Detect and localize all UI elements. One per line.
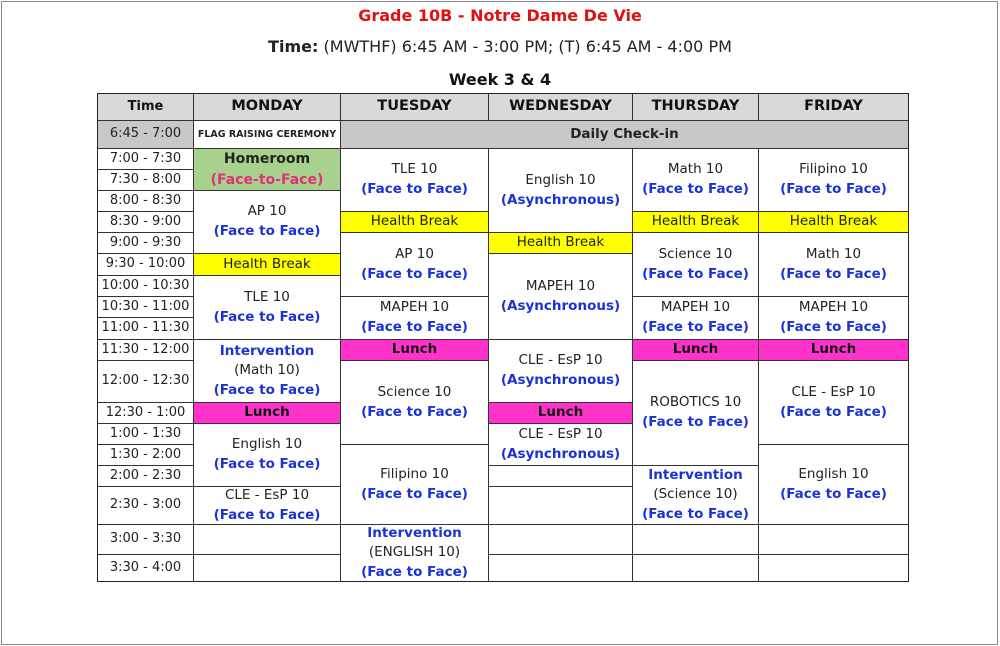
subject-label: CLE - EsP 10 xyxy=(518,352,603,369)
subject-label: Filipino 10 xyxy=(380,465,449,482)
time-cell: 3:00 - 3:30 xyxy=(98,525,194,555)
time-cell: 12:30 - 1:00 xyxy=(98,403,194,424)
time-cell: 8:00 - 8:30 xyxy=(98,191,194,212)
schedule-title: Grade 10B - Notre Dame De Vie xyxy=(358,6,642,25)
mode-label: (Face to Face) xyxy=(213,308,321,325)
header-wednesday: WEDNESDAY xyxy=(489,94,633,121)
thursday-science xyxy=(633,233,759,297)
mode-label: (Face to Face) xyxy=(642,505,749,522)
monday-homeroom xyxy=(194,149,341,191)
subject-label: CLE - EsP 10 xyxy=(791,383,876,400)
subject-label: MAPEH 10 xyxy=(798,299,869,316)
wednesday-cle xyxy=(489,340,633,403)
wednesday-english xyxy=(489,149,633,233)
time-cell: 1:30 - 2:00 xyxy=(98,445,194,466)
time-cell: 11:30 - 12:00 xyxy=(98,340,194,361)
tuesday-ap xyxy=(341,233,489,297)
time-value: (MWTHF) 6:45 AM - 3:00 PM; (T) 6:45 AM - 4:00 PM xyxy=(323,37,732,56)
mode-label: (Asynchronous) xyxy=(500,372,621,388)
mode-label: (Face to Face) xyxy=(213,506,321,523)
friday-empty xyxy=(759,555,908,581)
subject-label: Science 10 xyxy=(377,383,452,400)
mode-label: (Face to Face) xyxy=(213,223,321,239)
time-cell: 10:00 - 10:30 xyxy=(98,276,194,297)
homeroom-label: Homeroom xyxy=(223,151,311,168)
monday-empty xyxy=(194,525,341,555)
mode-label: (Face to Face) xyxy=(780,403,887,420)
friday-lunch: Lunch xyxy=(759,340,908,361)
subject-label: TLE 10 xyxy=(391,161,438,178)
time-cell: 10:30 - 11:00 xyxy=(98,297,194,318)
wednesday-empty xyxy=(489,555,633,581)
time-cell: 12:00 - 12:30 xyxy=(98,361,194,403)
monday-lunch: Lunch xyxy=(194,403,341,424)
time-cell: 1:00 - 1:30 xyxy=(98,424,194,445)
friday-cle xyxy=(759,361,908,445)
subject-label: Science 10 xyxy=(658,245,733,262)
friday-english xyxy=(759,445,908,525)
tuesday-filipino xyxy=(341,445,489,525)
header-tuesday: TUESDAY xyxy=(341,94,489,121)
thursday-robotics xyxy=(633,361,759,466)
mode-label: (Face to Face) xyxy=(361,181,468,197)
thursday-math xyxy=(633,149,759,212)
header-thursday: THURSDAY xyxy=(633,94,759,121)
monday-health-break: Health Break xyxy=(194,254,341,276)
subject-label: (Math 10) xyxy=(234,362,300,379)
friday-mapeh xyxy=(759,297,908,340)
mode-label: (Face to Face) xyxy=(361,485,468,502)
mode-label: (Face to Face) xyxy=(361,319,468,335)
mode-label: (Asynchronous) xyxy=(500,297,621,314)
subject-label: TLE 10 xyxy=(244,288,290,305)
mode-label: (Face to Face) xyxy=(213,456,321,472)
tuesday-tle xyxy=(341,149,489,212)
time-cell: 2:30 - 3:00 xyxy=(98,487,194,525)
mode-label: (Face to Face) xyxy=(642,319,749,335)
tuesday-lunch: Lunch xyxy=(341,340,489,361)
subject-label: (Science 10) xyxy=(653,486,738,503)
thursday-empty xyxy=(633,525,759,555)
header-time: Time xyxy=(98,94,194,121)
subject-label: Math 10 xyxy=(805,245,862,262)
mode-label: (Face to Face) xyxy=(642,414,749,430)
flag-raising-cell xyxy=(194,121,341,149)
subject-label: Filipino 10 xyxy=(799,161,868,178)
time-cell: 7:30 - 8:00 xyxy=(98,170,194,191)
subject-label: English 10 xyxy=(798,465,869,482)
thursday-empty xyxy=(633,555,759,581)
mode-label: (Face to Face) xyxy=(780,485,887,502)
week-label: Week 3 & 4 xyxy=(448,70,552,89)
mode-label: (Face to Face) xyxy=(361,563,468,580)
tuesday-intervention xyxy=(341,525,489,581)
friday-empty xyxy=(759,525,908,555)
tuesday-health-break: Health Break xyxy=(341,212,489,233)
wednesday-cle-2 xyxy=(489,424,633,466)
mode-label: (Face to Face) xyxy=(361,265,468,282)
flag-raising-label: FLAG RAISING CEREMONY xyxy=(197,128,337,140)
wednesday-empty xyxy=(489,525,633,555)
schedule-table xyxy=(97,93,909,582)
mode-label: (Face to Face) xyxy=(780,181,887,197)
monday-empty xyxy=(194,555,341,581)
time-cell: 9:30 - 10:00 xyxy=(98,254,194,276)
mode-label: (Asynchronous) xyxy=(500,191,621,208)
subject-label: CLE - EsP 10 xyxy=(224,486,310,503)
mode-label: (Face to Face) xyxy=(213,381,321,398)
subject-label: MAPEH 10 xyxy=(379,299,450,316)
friday-health-break: Health Break xyxy=(759,212,908,233)
mode-label: (Face to Face) xyxy=(780,319,887,335)
monday-intervention xyxy=(194,340,341,403)
time-cell: 6:45 - 7:00 xyxy=(98,121,194,149)
face-to-face-label: (Face-to-Face) xyxy=(210,171,324,188)
time-cell: 9:00 - 9:30 xyxy=(98,233,194,254)
subject-label: Math 10 xyxy=(667,161,724,178)
thursday-lunch: Lunch xyxy=(633,340,759,361)
monday-tle xyxy=(194,276,341,340)
time-line xyxy=(0,37,1000,56)
monday-english xyxy=(194,424,341,487)
intervention-label: Intervention xyxy=(367,524,462,541)
subject-label: MAPEH 10 xyxy=(660,299,731,316)
intervention-label: Intervention xyxy=(219,342,315,359)
intervention-label: Intervention xyxy=(648,466,743,483)
time-cell: 8:30 - 9:00 xyxy=(98,212,194,233)
wednesday-health-break: Health Break xyxy=(489,233,633,254)
header-friday: FRIDAY xyxy=(759,94,908,121)
friday-filipino xyxy=(759,149,908,212)
subject-label: ROBOTICS 10 xyxy=(649,394,742,411)
wednesday-mapeh xyxy=(489,254,633,340)
friday-math xyxy=(759,233,908,297)
subject-label: (ENGLISH 10) xyxy=(368,544,461,561)
time-cell: 2:00 - 2:30 xyxy=(98,466,194,487)
subject-label: English 10 xyxy=(525,171,596,188)
wednesday-empty xyxy=(489,487,633,525)
mode-label: (Face to Face) xyxy=(642,181,749,197)
wednesday-empty xyxy=(489,466,633,487)
daily-checkin-cell: Daily Check-in xyxy=(341,121,908,149)
time-cell: 11:00 - 11:30 xyxy=(98,318,194,340)
monday-ap xyxy=(194,191,341,254)
subject-label: English 10 xyxy=(231,436,303,453)
time-cell: 3:30 - 4:00 xyxy=(98,555,194,581)
monday-cle xyxy=(194,487,341,525)
tuesday-science xyxy=(341,361,489,445)
wednesday-lunch: Lunch xyxy=(489,403,633,424)
subject-label: AP 10 xyxy=(247,203,287,220)
thursday-mapeh xyxy=(633,297,759,340)
thursday-health-break: Health Break xyxy=(633,212,759,233)
time-cell: 7:00 - 7:30 xyxy=(98,149,194,170)
header-monday: MONDAY xyxy=(194,94,341,121)
subject-label: AP 10 xyxy=(395,245,434,262)
time-label: Time: xyxy=(268,37,319,56)
tuesday-mapeh xyxy=(341,297,489,340)
thursday-intervention xyxy=(633,466,759,525)
mode-label: (Face to Face) xyxy=(780,265,887,282)
subject-label: MAPEH 10 xyxy=(525,277,596,294)
mode-label: (Face to Face) xyxy=(642,265,749,282)
mode-label: (Face to Face) xyxy=(361,403,468,420)
subject-label: CLE - EsP 10 xyxy=(518,425,603,442)
mode-label: (Asynchronous) xyxy=(500,445,621,462)
